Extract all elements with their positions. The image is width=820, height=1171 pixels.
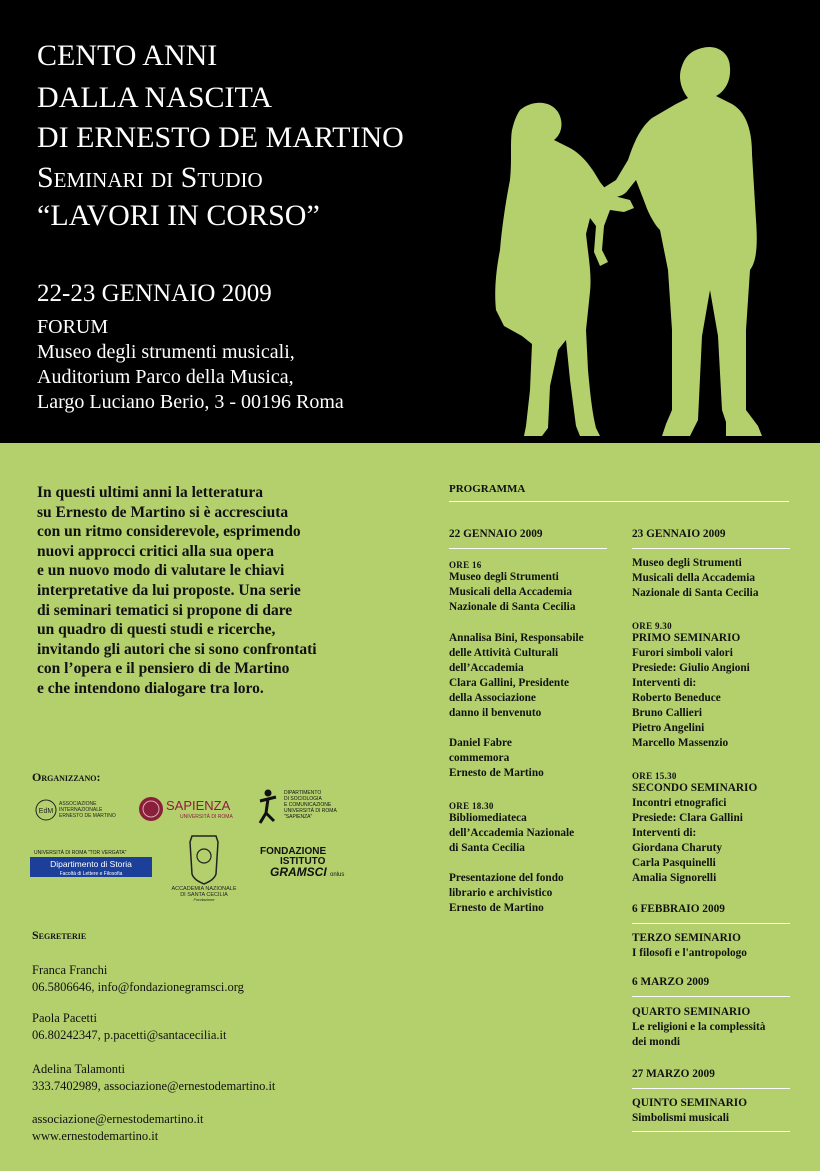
silhouette-illustration [440, 30, 800, 443]
seminar-line: Simbolismi musicali [632, 1112, 729, 1124]
venue-line-4: Largo Luciano Berio, 3 - 00196 Roma [37, 391, 344, 413]
seminar-line: Interventi di: [632, 677, 697, 689]
dip-soc-2: DI SOCIOLOGIA [284, 796, 322, 802]
divider [632, 996, 790, 997]
seminar-line: SECONDO SEMINARIO [632, 782, 758, 794]
later-seminar-1 [632, 931, 747, 961]
commem-line: Ernesto de Martino [449, 767, 544, 779]
venue-line-2: Museo degli strumenti musicali, [37, 341, 295, 363]
sapienza-sub: UNIVERSITÀ DI ROMA [180, 814, 233, 820]
gramsci-3: GRAMSCI [270, 865, 327, 879]
seminar-line: Presiede: Clara Gallini [632, 812, 743, 824]
venue-line-3: Auditorium Parco della Musica, [37, 366, 294, 388]
seminar-line: dei mondi [632, 1036, 681, 1048]
day1-date: 22 GENNAIO 2009 [449, 528, 543, 540]
torvergata-mark [30, 848, 154, 878]
gramsci-4: onlus [330, 872, 345, 878]
welcome-line: Annalisa Bini, Responsabile [449, 632, 584, 644]
footer-email-link[interactable]: associazione@ernestodemartino.it [32, 1112, 204, 1126]
sapienza-logo [138, 793, 238, 825]
dip-sociologia-logo [256, 787, 356, 827]
day2-seminar2 [632, 781, 757, 886]
santacecilia-3: Fondazione [193, 897, 215, 902]
seminar-line: Interventi di: [632, 827, 697, 839]
subtitle: Seminari di Studio [37, 161, 263, 194]
venue-line: Musicali della Accademia [449, 586, 572, 598]
dip-soc-1: DIPARTIMENTO [284, 790, 322, 796]
presentation-line: librario e archivistico [449, 887, 553, 899]
commem-line: commemora [449, 752, 510, 764]
event-date: 22-23 GENNAIO 2009 [37, 280, 272, 307]
welcome-line: dell’Accademia [449, 662, 524, 674]
santacecilia-logo [164, 834, 244, 902]
venue-line: Nazionale di Santa Cecilia [632, 587, 759, 599]
dip-soc-4: UNIVERSITÀ DI ROMA [284, 808, 337, 814]
day2-seminar1 [632, 631, 750, 751]
contact-name: Franca Franchi [32, 963, 108, 977]
intro-line: su Ernesto de Martino si è accresciuta [37, 503, 289, 521]
welcome-line: Clara Gallini, Presidente [449, 677, 569, 689]
edm-logo-mark [34, 795, 134, 825]
day2-venue [632, 556, 758, 601]
day2-time2: ORE 15.30 [632, 771, 677, 781]
welcome-line: della Associazione [449, 692, 536, 704]
seminar-line: Bruno Callieri [632, 707, 702, 719]
divider [449, 501, 789, 502]
divider [632, 923, 790, 924]
presentation-line: Ernesto de Martino [449, 902, 544, 914]
contact-talamonti [32, 1061, 275, 1095]
presentation-line: Presentazione del fondo [449, 872, 564, 884]
intro-line: invitando gli autori che si sono confrontati [37, 640, 317, 658]
intro-line: un quadro di questi studi e ricerche, [37, 621, 276, 639]
gramsci-1: FONDAZIONE [260, 846, 327, 857]
santacecilia-2: DI SANTA CECILIA [180, 892, 228, 898]
later-seminar-2 [632, 1005, 765, 1050]
dip-soc-5: "SAPIENZA" [284, 814, 313, 820]
day2-date: 23 GENNAIO 2009 [632, 528, 726, 540]
later-date-1: 6 FEBBRAIO 2009 [632, 903, 725, 915]
contact-franchi [32, 962, 244, 996]
venue-line: Musicali della Accademia [632, 572, 755, 584]
intro-paragraph [37, 483, 417, 699]
intro-line: In questi ultimi anni la letteratura [37, 484, 264, 501]
edm-mark-text: EdM [38, 808, 54, 815]
venue-line-1: FORUM [37, 316, 109, 338]
seminar-line: Pietro Angelini [632, 722, 705, 734]
day1-venue1 [449, 570, 575, 615]
venue-line: dell’Accademia Nazionale [449, 827, 575, 839]
venue-line: Museo degli Strumenti [632, 557, 742, 569]
contact-details: 06.5806646, info@fondazionegramsci.org [32, 980, 244, 994]
contact-name: Adelina Talamonti [32, 1062, 125, 1076]
divider [632, 1088, 790, 1089]
day1-commemoration [449, 736, 544, 781]
intro-line: con l’opera e il pensiero di de Martino [37, 660, 290, 678]
seminar-line: Furori simboli valori [632, 647, 733, 659]
commem-line: Daniel Fabre [449, 737, 512, 749]
edm-text-2: INTERNAZIONALE [59, 807, 103, 813]
divider [632, 1131, 790, 1132]
intro-line: di seminari tematici si propone di dare [37, 601, 293, 619]
day1-welcome [449, 631, 584, 721]
segreterie-heading: Segreterie [32, 928, 87, 942]
welcome-line: danno il benvenuto [449, 707, 542, 719]
torvergata-top: UNIVERSITÀ DI ROMA "TOR VERGATA" [34, 850, 127, 856]
title-line-1: CENTO ANNI [37, 39, 218, 72]
venue-line: Nazionale di Santa Cecilia [449, 601, 576, 613]
venue-line: Bibliomediateca [449, 812, 527, 824]
venue-line: di Santa Cecilia [449, 842, 525, 854]
welcome-line: delle Attività Culturali [449, 647, 559, 659]
contact-pacetti [32, 1010, 226, 1044]
intro-line: e un nuovo modo di valutare le chiavi [37, 562, 285, 580]
later-date-3: 27 MARZO 2009 [632, 1068, 715, 1080]
divider [632, 548, 790, 549]
seminar-line: Carla Pasquinelli [632, 857, 716, 869]
seminar-line: I filosofi e l'antropologo [632, 947, 747, 959]
edm-logo [34, 795, 134, 825]
intro-line: interpretative da lui proposte. Una serie [37, 581, 301, 599]
organizzano-heading: Organizzano: [32, 770, 101, 784]
day1-time2: ORE 18.30 [449, 801, 494, 811]
seminar-line: Marcello Massenzio [632, 737, 729, 749]
gramsci-2: ISTITUTO [280, 856, 326, 867]
sapienza-name: SAPIENZA [166, 798, 231, 813]
footer-links [32, 1111, 204, 1145]
contact-details: 06.80242347, p.pacetti@santacecilia.it [32, 1028, 227, 1042]
torvergata-sub: Facoltà di Lettere e Filosofia [59, 871, 123, 877]
edm-text-3: ERNESTO DE MARTINO [59, 813, 116, 819]
intro-line: nuovi approcci critici alla sua opera [37, 542, 274, 560]
seminar-line: TERZO SEMINARIO [632, 932, 741, 944]
later-seminar-3 [632, 1096, 747, 1126]
header-section [0, 0, 820, 443]
seminar-line: Le religioni e la complessità [632, 1021, 766, 1033]
torvergata-logo [30, 848, 154, 878]
torvergata-main: Dipartimento di Storia [50, 859, 132, 869]
sapienza-seal-icon [138, 793, 238, 825]
day1-venue2 [449, 811, 574, 856]
programma-heading: PROGRAMMA [449, 483, 526, 495]
divider [449, 548, 607, 549]
seminar-line: Giordana Charuty [632, 842, 723, 854]
title-line-2: DALLA NASCITA [37, 81, 273, 114]
venue-line: Museo degli Strumenti [449, 571, 559, 583]
intro-line: e che intendono dialogare tra loro. [37, 679, 264, 697]
seminar-line: Amalia Signorelli [632, 872, 717, 884]
seminar-line: PRIMO SEMINARIO [632, 632, 741, 644]
seminar-line: Roberto Beneduce [632, 692, 721, 704]
seminar-line: Incontri etnografici [632, 797, 727, 809]
gramsci-logo [258, 842, 358, 882]
title-line-3: DI ERNESTO DE MARTINO [37, 121, 404, 154]
footer-website-link[interactable]: www.ernestodemartino.it [32, 1129, 159, 1143]
quote-title: “LAVORI IN CORSO” [37, 199, 320, 232]
intro-line: con un ritmo considerevole, esprimendo [37, 523, 301, 541]
contact-details: 333.7402989, associazione@ernestodemartino.it [32, 1079, 276, 1093]
day1-time1: ORE 16 [449, 560, 482, 570]
edm-text-1: ASSOCIAZIONE [59, 801, 97, 807]
seminar-line: QUARTO SEMINARIO [632, 1006, 751, 1018]
dip-soc-3: E COMUNICAZIONE [284, 802, 332, 808]
santacecilia-crest-icon [164, 834, 244, 902]
dancing-figure-icon [256, 787, 356, 827]
seminar-line: QUINTO SEMINARIO [632, 1097, 747, 1109]
gramsci-wordmark [258, 842, 358, 882]
later-date-2: 6 MARZO 2009 [632, 976, 710, 988]
seminar-line: Presiede: Giulio Angioni [632, 662, 750, 674]
santacecilia-1: ACCADEMIA NAZIONALE [171, 886, 237, 892]
contact-name: Paola Pacetti [32, 1011, 97, 1025]
day1-presentation [449, 871, 564, 916]
day2-time1: ORE 9.30 [632, 621, 672, 631]
